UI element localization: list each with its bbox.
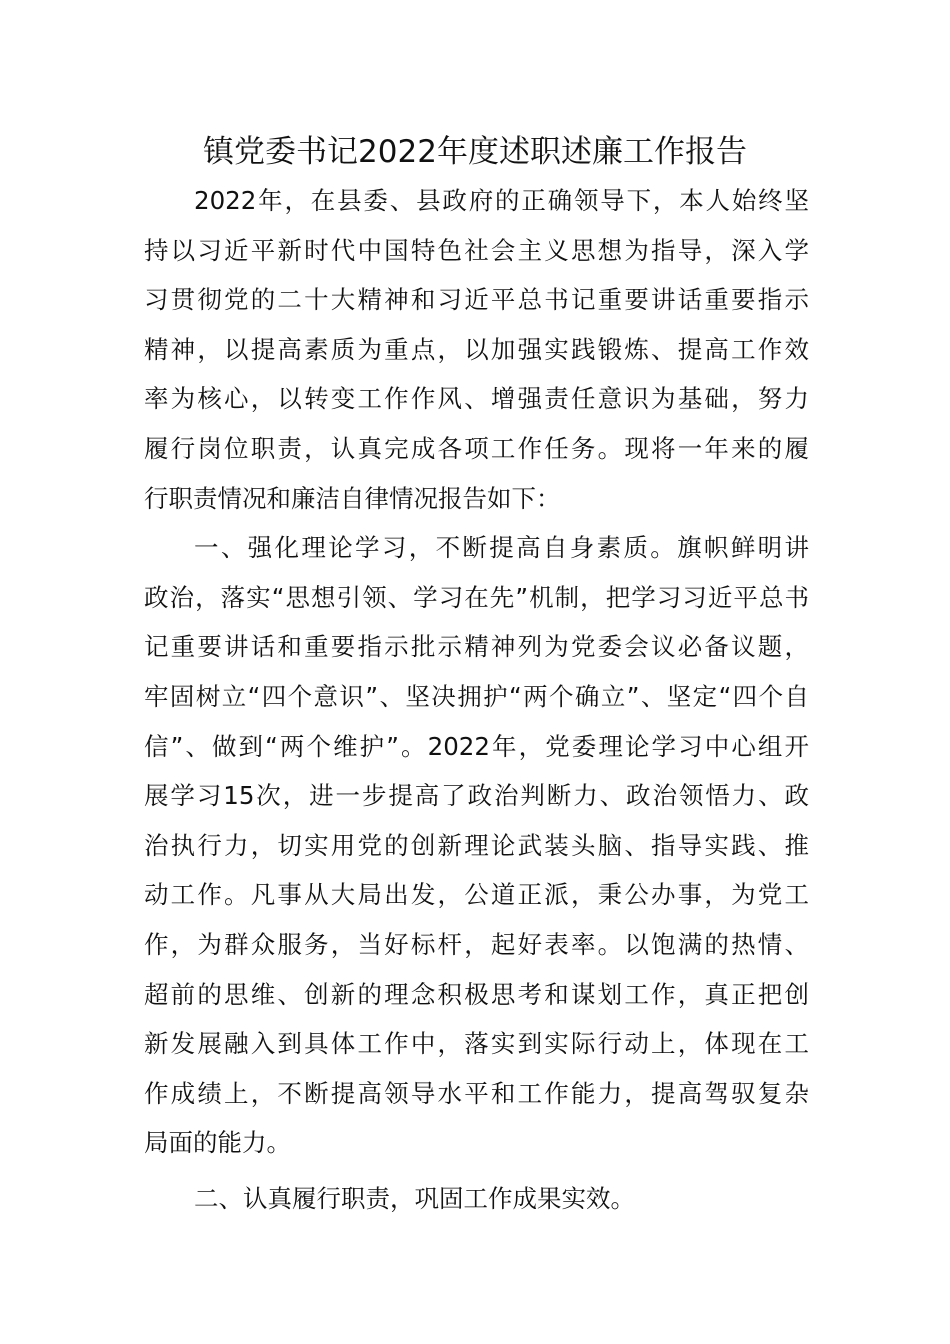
paragraph-line: 动工作。凡事从大局出发，公道正派，秉公办事，为党工 [144,880,809,910]
paragraph-line: 局面的能力。 [144,1128,291,1158]
paragraph-line: 牢固树立“四个意识”、坚决拥护“两个确立”、坚定“四个自 [144,681,809,711]
paragraph-line: 习贯彻党的二十大精神和习近平总书记重要讲话重要指示 [144,285,809,315]
paragraph-line: 作，为群众服务，当好标杆，起好表率。以饱满的热情、 [144,929,809,959]
paragraph-line: 率为核心，以转变工作作风、增强责任意识为基础，努力 [144,384,809,414]
paragraph-line: 2022年，在县委、县政府的正确领导下，本人始终坚 [194,186,809,215]
paragraph-line: 新发展融入到具体工作中，落实到实际行动上，体现在工 [144,1029,809,1059]
paragraph-line: 持以习近平新时代中国特色社会主义思想为指导，深入学 [144,235,809,265]
document-title: 镇党委书记2022年度述职述廉工作报告 [203,134,747,170]
paragraph-line: 精神，以提高素质为重点，以加强实践锻炼、提高工作效 [144,334,809,364]
paragraph-line: 治执行力，切实用党的创新理论武装头脑、指导实践、推 [144,830,809,860]
document-body [144,176,809,1223]
paragraph-line: 行职责情况和廉洁自律情况报告如下： [144,483,561,513]
section-heading-line: 一、强化理论学习，不断提高自身素质。旗帜鲜明讲 [194,533,809,563]
paragraph-line: 展学习15次，进一步提高了政治判断力、政治领悟力、政 [144,781,809,811]
paragraph-line: 超前的思维、创新的理念积极思考和谋划工作，真正把创 [144,979,809,1009]
paragraph-line: 记重要讲话和重要指示批示精神列为党委会议必备议题， [144,632,809,662]
paragraph-line: 作成绩上，不断提高领导水平和工作能力，提高驾驭复杂 [144,1078,809,1108]
section-heading-line: 二、认真履行职责，巩固工作成果实效。 [194,1183,635,1213]
paragraph-line: 信”、做到“两个维护”。2022年，党委理论学习中心组开 [144,731,809,761]
paragraph-line: 履行岗位职责，认真完成各项工作任务。现将一年来的履 [144,433,809,463]
paragraph-line: 政治，落实“思想引领、学习在先”机制，把学习习近平总书 [144,582,809,612]
